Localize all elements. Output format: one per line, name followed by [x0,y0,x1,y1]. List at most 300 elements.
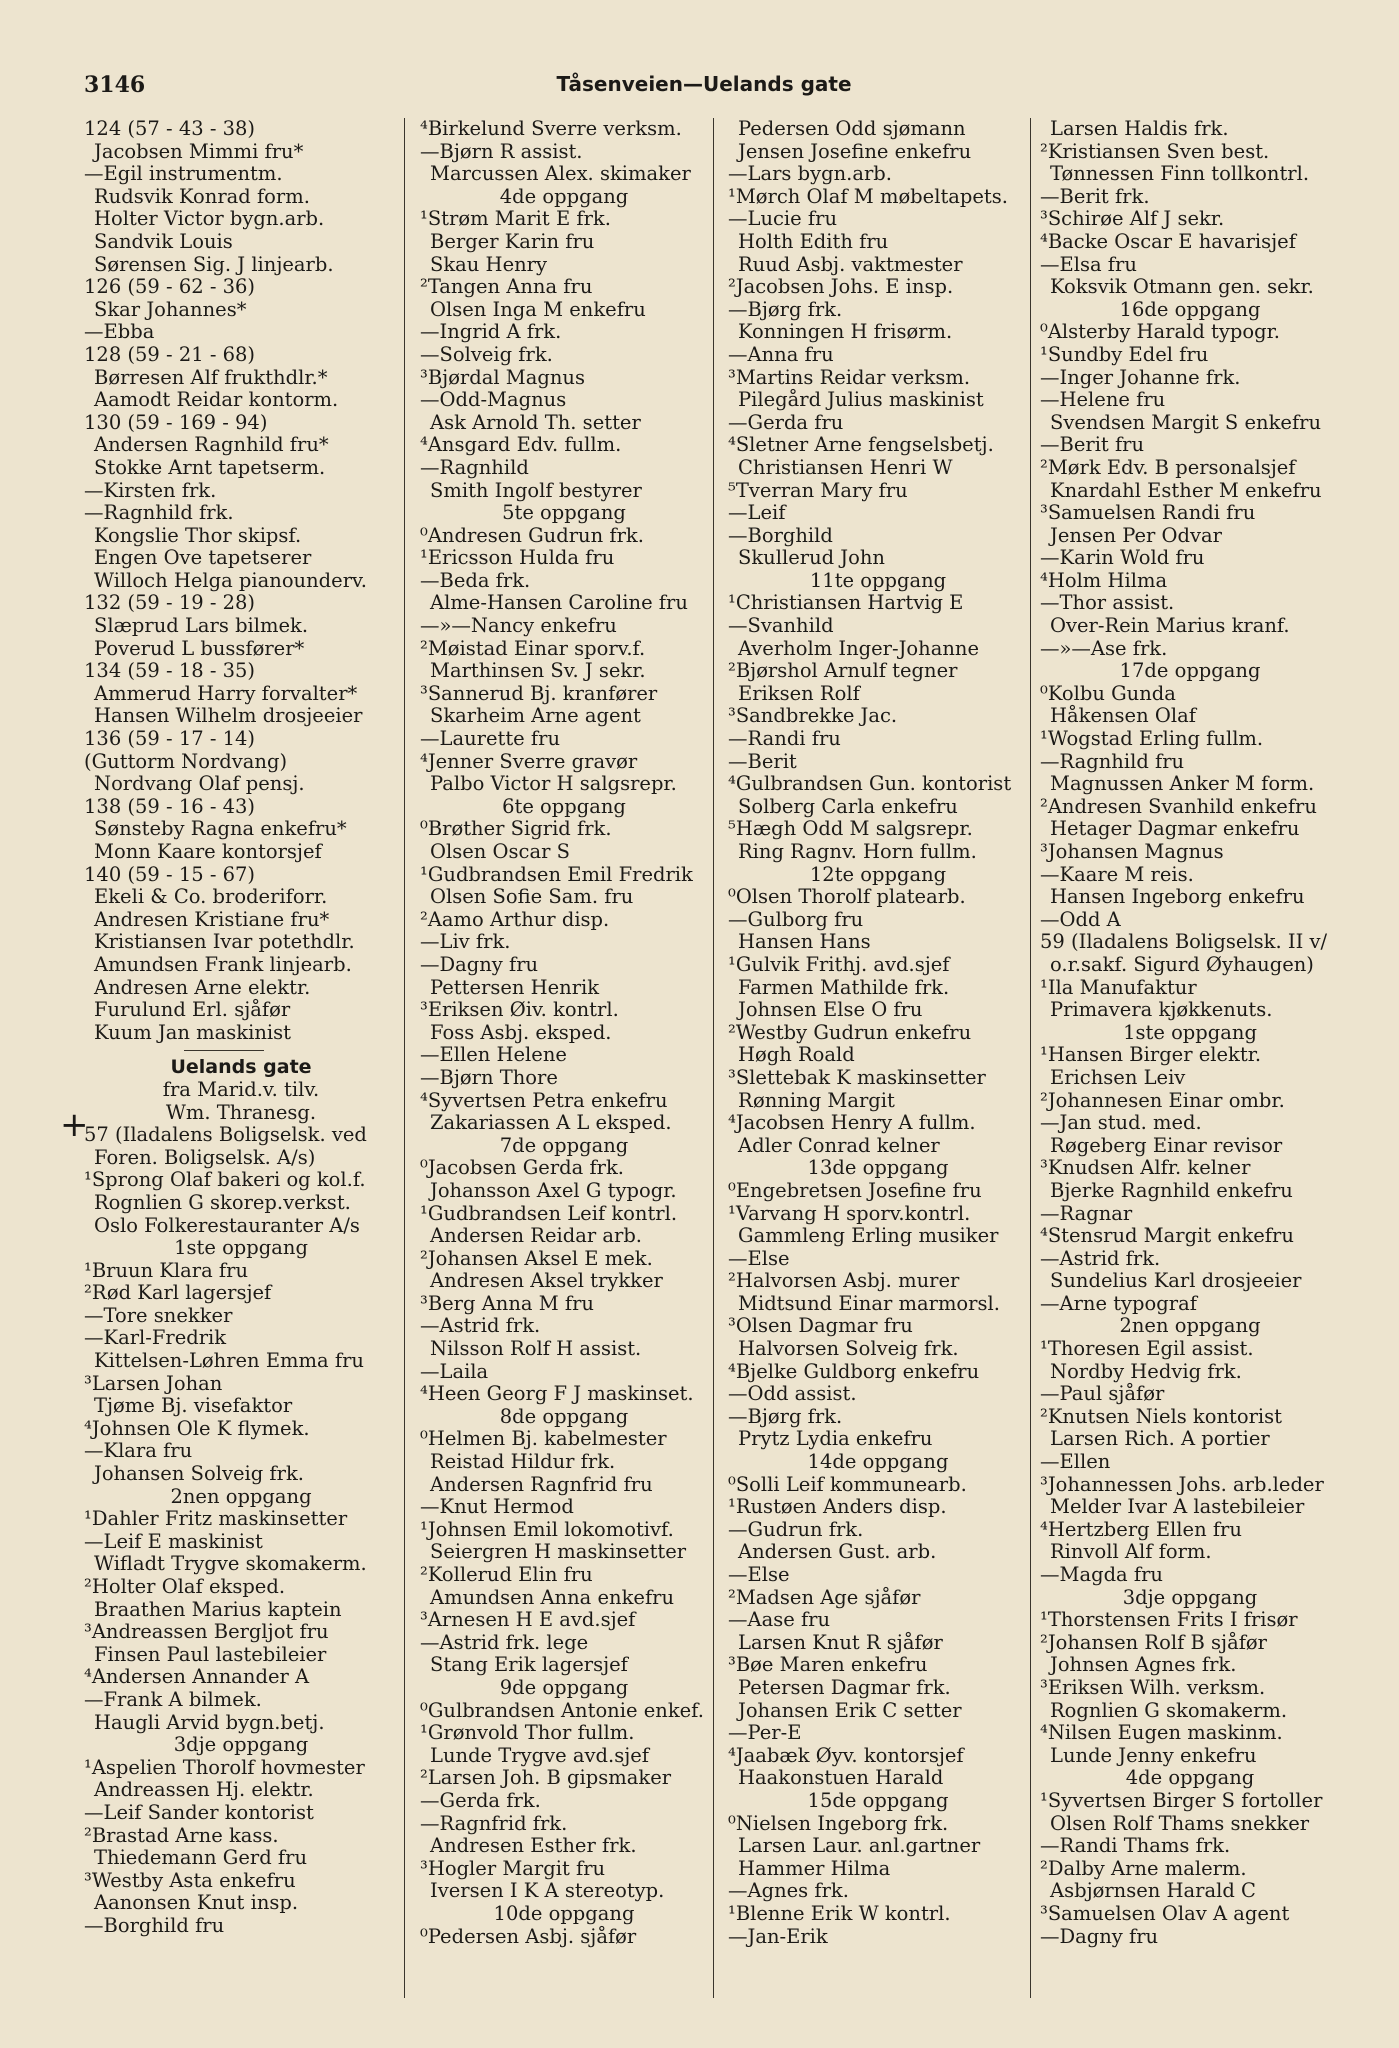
resident-entry: Johnsen Agnes frk. [1050,1653,1237,1677]
resident-entry: Bjerke Ragnhild enkefru [1050,1178,1293,1202]
resident-entry: —Paul sjåfør [1040,1382,1165,1406]
stairway-heading: 5te oppgang [502,501,626,525]
resident-entry: Johnsen Else O fru [738,998,923,1022]
resident-entry: Rønning Margit [738,1088,895,1112]
resident-entry: Johansen Erik C setter [738,1698,962,1722]
stairway-heading: 4de oppgang [499,184,629,208]
resident-entry: —Leif Sander kontorist [84,1800,314,1824]
resident-entry: —Laila [420,1359,489,1383]
resident-entry: Ring Ragnv. Horn fullm. [738,840,977,863]
resident-entry: Larsen Rich. A portier [1050,1427,1270,1451]
resident-entry: ¹Wogstad Erling fullm. [1040,727,1264,751]
resident-entry: —Berit [728,749,797,773]
resident-entry: —Ebba [84,320,155,344]
resident-entry: —Dagny fru [420,952,539,976]
resident-entry: ⁴Sletner Arne fengselsbetj. [728,433,994,457]
resident-entry: —Gerda fru [728,410,844,434]
directory-column-3 [728,118,1028,2003]
resident-entry: Primavera kjøkkenuts. [1050,998,1273,1022]
resident-entry: Hansen Wilhelm drosjeeier [94,704,363,728]
resident-entry: Poverud L bussfører* [94,636,305,660]
resident-entry: Marthinsen Sv. J sekr. [430,659,646,683]
resident-entry: ³Bjørdal Magnus [420,365,585,389]
resident-entry: Asbjørnsen Harald C [1050,1879,1256,1903]
resident-entry: Johansen Solveig frk. [94,1462,304,1486]
resident-entry: ¹Dahler Fritz maskinsetter [84,1507,348,1531]
resident-entry: ⁰Alsterby Harald typogr. [1040,320,1280,344]
resident-entry: Alme-Hansen Caroline fru [430,591,688,615]
resident-entry: Hansen Hans [738,930,871,954]
resident-entry: —Solveig frk. [420,342,553,366]
resident-entry: Holter Victor bygn.arb. [94,207,325,231]
resident-entry: Eriksen Rolf [738,681,860,705]
resident-entry: —Randi Thams frk. [1040,1834,1231,1858]
resident-entry: ⁴Gulbrandsen Gun. kontorist [728,772,1012,796]
stairway-heading: 6te oppgang [502,794,626,818]
resident-entry: —Karl-Fredrik [84,1326,227,1350]
resident-entry: Skarheim Arne agent [430,704,641,728]
resident-entry: Skullerud John [738,546,885,570]
resident-entry: ¹Sprong Olaf bakeri og kol.f. [84,1168,366,1192]
resident-entry: —Aase fru [728,1608,831,1632]
resident-entry: ²Kristiansen Sven best. [1040,139,1270,163]
resident-entry: Thiedemann Gerd fru [94,1846,308,1870]
resident-entry: Olsen Rolf Thams snekker [1050,1811,1310,1835]
resident-entry: Andersen Reidar arb. [430,1224,643,1248]
column-rule [1030,118,1031,1998]
resident-entry: ²Holter Olaf eksped. [84,1575,286,1598]
resident-entry: Hammer Hilma [738,1856,891,1880]
resident-entry: ⁴Jaabæk Øyv. kontorsjef [728,1743,964,1767]
resident-entry: Andresen Kristiane fru* [94,907,330,931]
house-number: 128 (59 - 21 - 68) [84,342,256,366]
resident-entry: ⁴Holm Hilma [1040,568,1168,592]
column-rule [404,118,405,1998]
resident-entry: ²Dalby Arne malerm. [1040,1856,1247,1880]
resident-entry: —Dagny fru [1040,1924,1159,1948]
resident-entry: Prytz Lydia enkefru [738,1427,933,1451]
resident-entry: Erichsen Leiv [1050,1065,1186,1089]
resident-entry: —»—Nancy enkefru [420,614,617,638]
resident-entry: ¹Ila Manufaktur [1040,975,1197,999]
resident-entry: ¹Thoresen Egil assist. [1040,1337,1254,1361]
resident-entry: ⁵Tverran Mary fru [728,478,908,502]
resident-entry: Aanonsen Knut insp. [94,1891,299,1915]
resident-entry: —Odd-Magnus [420,388,567,412]
resident-entry: ¹Blenne Erik W kontrl. [728,1901,951,1925]
resident-entry: Hansen Ingeborg enkefru [1050,885,1305,909]
directory-column-2 [420,118,708,2003]
resident-entry: Amundsen Anna enkefru [430,1585,675,1609]
column-rule [713,118,714,1998]
resident-entry: ³Eriksen Wilh. verksm. [1040,1675,1266,1699]
resident-entry: —Agnes frk. [728,1879,849,1903]
resident-entry: ¹Johnsen Emil lokomotivf. [420,1517,674,1541]
resident-entry: —Bjørn Thore [420,1065,558,1089]
street-heading: Uelands gate [170,1056,312,1079]
stairway-heading: 1ste oppgang [1123,1020,1257,1044]
resident-entry: Knardahl Esther M enkefru [1050,478,1322,502]
resident-entry: Andresen Esther frk. [430,1834,637,1858]
resident-entry: Andersen Gust. arb. [738,1540,937,1564]
resident-entry: —Elsa fru [1040,252,1137,276]
resident-entry: ¹Gudbrandsen Leif kontrl. [420,1201,678,1225]
house-number: 130 (59 - 169 - 94) [84,410,268,434]
resident-entry: ³Hogler Margit fru [420,1856,606,1880]
resident-entry: ⁴Ansgard Edv. fullm. [420,433,622,457]
resident-entry: —Leif [728,501,786,525]
resident-entry: Reistad Hildur frk. [430,1450,616,1474]
resident-entry: Nordvang Olaf pensj. [94,772,305,796]
resident-entry: —Bjørg frk. [728,1404,843,1428]
house-number: 126 (59 - 62 - 36) [84,275,256,299]
resident-entry: —Ragnfrid frk. [420,1811,568,1835]
stairway-heading: 2nen oppgang [170,1484,312,1508]
resident-entry: —Kaare M reis. [1040,862,1194,886]
resident-entry: Pettersen Henrik [430,975,600,999]
resident-entry: ¹Hansen Birger elektr. [1040,1043,1262,1067]
resident-entry: ⁴Johnsen Ole K flymek. [84,1416,310,1440]
resident-entry: ⁰Pedersen Asbj. sjåfør [420,1924,637,1948]
resident-entry: —Borghild fru [84,1913,225,1937]
resident-entry: ²Knutsen Niels kontorist [1040,1404,1283,1428]
resident-entry: —Kirsten frk. [84,478,217,502]
resident-entry: ⁴Bjelke Guldborg enkefru [728,1359,980,1383]
resident-entry: ³Bøe Maren enkefru [728,1653,928,1677]
resident-entry: ⁰Solli Leif kommunearb. [728,1472,967,1496]
resident-entry: —Frank A bilmek. [84,1687,262,1711]
resident-entry: Andersen Ragnfrid fru [430,1472,653,1496]
resident-entry: Kongslie Thor skipsf. [94,523,302,547]
resident-entry: —Liv frk. [420,930,511,954]
house-number: 57 (Iladalens Boligselsk. ved [84,1123,367,1147]
resident-entry: ⁴Heen Georg F J maskinset. [420,1382,694,1406]
resident-entry: —Lucie fru [728,207,838,231]
resident-entry: —Ragnhild frk. [84,501,234,525]
resident-entry: ⁰Engebretsen Josefine fru [728,1178,982,1202]
resident-entry: —Anna fru [728,342,834,366]
resident-entry: Sønsteby Ragna enkefru* [94,817,347,841]
stairway-heading: 7de oppgang [499,1133,629,1157]
stairway-heading: 12te oppgang [809,862,947,886]
resident-entry: ³Martins Reidar verksm. [728,365,971,389]
resident-entry: ¹Bruun Klara fru [84,1258,249,1282]
resident-entry: Haugli Arvid bygn.betj. [94,1710,325,1734]
resident-entry: —Bjørn R assist. [420,139,583,163]
resident-entry: ²Brastad Arne kass. [84,1823,279,1847]
resident-entry: —Ragnhild [420,455,529,479]
resident-entry: —Ellen [1040,1450,1111,1474]
resident-entry: Nilsson Rolf H assist. [430,1337,642,1361]
resident-entry: ³Samuelsen Olav A agent [1040,1901,1290,1925]
resident-entry: Halvorsen Solveig frk. [738,1337,959,1361]
resident-entry: ⁰Helmen Bj. kabelmester [420,1427,667,1451]
resident-entry: —Tore snekker [84,1303,233,1327]
resident-entry: ²Andresen Svanhild enkefru [1040,794,1317,818]
resident-entry: ³Westby Asta enkefru [84,1868,296,1892]
stairway-heading: 8de oppgang [499,1404,629,1428]
resident-entry: ³Johansen Magnus [1040,840,1224,863]
resident-entry: Håkensen Olaf [1050,704,1196,728]
resident-entry: Nordby Hedvig frk. [1050,1359,1242,1383]
resident-entry: Monn Kaare kontorsjef [94,840,322,863]
resident-entry: ³Larsen Johan [84,1371,223,1395]
resident-entry: ⁰Kolbu Gunda [1040,681,1176,705]
resident-entry: —Berit fru [1040,433,1145,457]
resident-entry: ⁰Andresen Gudrun frk. [420,523,644,547]
stairway-heading: 16de oppgang [1119,297,1261,321]
resident-entry: —Ingrid A frk. [420,320,562,344]
resident-entry: —Thor assist. [1040,591,1175,615]
resident-entry: —Ragnhild fru [1040,749,1185,773]
resident-entry: ¹Strøm Marit E frk. [420,207,611,231]
resident-entry: ³Samuelsen Randi fru [1040,501,1256,525]
resident-entry: —Arne typograf [1040,1291,1197,1315]
resident-entry: Slæprud Lars bilmek. [94,614,309,638]
resident-entry: ⁵Hægh Odd M salgsrepr. [728,817,973,841]
resident-entry: Andreassen Hj. elektr. [94,1778,314,1802]
resident-entry: ³Olsen Dagmar fru [728,1314,913,1338]
resident-entry: Høgh Roald [738,1043,855,1067]
resident-entry: Pedersen Odd sjømann [738,118,966,140]
resident-entry: ²Kollerud Elin fru [420,1563,593,1586]
resident-entry: ⁴Jenner Sverre gravør [420,749,638,773]
resident-entry: Haakonstuen Harald [738,1766,944,1790]
resident-entry: —Gerda frk. [420,1788,541,1812]
stairway-heading: 11te oppgang [809,568,947,592]
resident-entry: Olsen Inga M enkefru [430,297,646,321]
resident-entry: ¹Christiansen Hartvig E [728,591,964,615]
resident-entry: Marcussen Alex. skimaker [430,162,691,186]
resident-entry: ²Johansen Rolf B sjåfør [1040,1630,1267,1654]
resident-entry: Sandvik Louis [94,229,233,253]
resident-entry: —Astrid frk. [420,1314,541,1338]
resident-entry: (Guttorm Nordvang) [84,749,288,773]
resident-entry: ²Møistad Einar sporv.f. [420,636,646,660]
resident-entry: ³Sandbrekke Jac. [728,704,898,728]
resident-entry: Larsen Knut R sjåfør [738,1630,943,1654]
resident-entry: Farmen Mathilde frk. [738,975,950,999]
resident-entry: Foren. Boligselsk. A/s) [94,1145,316,1169]
resident-entry: Olsen Sofie Sam. fru [430,885,634,909]
resident-entry: ²Larsen Joh. B gipsmaker [420,1766,672,1790]
resident-entry: Berger Karin fru [430,229,595,253]
resident-entry: ⁰Jacobsen Gerda frk. [420,1156,625,1180]
resident-entry: Sundelius Karl drosjeeier [1050,1269,1302,1293]
section-divider [84,1044,398,1056]
resident-entry: ³Eriksen Øiv. kontrl. [420,998,619,1022]
resident-entry: Konningen H frisørm. [738,320,953,344]
resident-entry: Seiergren H maskinsetter [430,1540,687,1564]
resident-entry: Finsen Paul lastebileier [94,1642,327,1666]
resident-entry: Rudsvik Konrad form. [94,184,310,208]
resident-entry: ¹Rustøen Anders disp. [728,1495,947,1519]
resident-entry: Stang Erik lagersjef [430,1653,628,1677]
resident-entry: ²Bjørshol Arnulf tegner [728,659,958,683]
resident-entry: —Odd A [1040,907,1121,931]
resident-entry: Adler Conrad kelner [738,1133,940,1157]
stairway-heading: 10de oppgang [493,1901,635,1925]
directory-column-4 [1040,118,1340,2003]
resident-entry: ³Andreassen Bergljot fru [84,1620,329,1644]
resident-entry: Zakariassen A L eksped. [430,1111,672,1135]
resident-entry: Willoch Helga pianounderv. [94,568,367,592]
resident-entry: —Odd assist. [728,1382,857,1406]
resident-entry: —Else [728,1563,790,1586]
resident-entry: Andresen Aksel trykker [430,1269,663,1293]
resident-entry: Iversen I K A stereotyp. [430,1879,665,1903]
resident-entry: Smith Ingolf bestyrer [430,478,642,502]
resident-entry: Tønnessen Finn tollkontrl. [1050,162,1310,186]
resident-entry: —Magda fru [1040,1563,1163,1586]
resident-entry: ³Arnesen H E avd.sjef [420,1608,636,1632]
resident-entry: ²Rød Karl lagersjef [84,1281,272,1305]
resident-entry: Skau Henry [430,252,547,276]
resident-entry: —Jan stud. med. [1040,1111,1202,1135]
stairway-heading: 14de oppgang [807,1450,949,1474]
resident-entry: Ammerud Harry forvalter* [94,681,358,705]
resident-entry: —Gudrun frk. [728,1517,864,1541]
resident-entry: ⁰Gulbrandsen Antonie enkef. [420,1698,704,1722]
resident-entry: Koksvik Otmann gen. sekr. [1050,275,1314,299]
resident-entry: Aamodt Reidar kontorm. [94,388,339,412]
resident-entry: ⁴Hertzberg Ellen fru [1040,1517,1242,1541]
resident-entry: Lunde Jenny enkefru [1050,1743,1257,1767]
resident-entry: —Laurette fru [420,727,561,751]
resident-entry: ⁴Nilsen Eugen maskinm. [1040,1721,1283,1745]
resident-entry: ²Aamo Arthur disp. [420,907,610,931]
resident-entry: ²Jacobsen Johs. E insp. [728,275,954,299]
resident-entry: ³Sannerud Bj. kranfører [420,681,658,705]
resident-entry: Holth Edith fru [738,229,889,253]
page-header [84,72,1324,106]
resident-entry: Jensen Josefine enkefru [738,139,972,163]
resident-entry: —Astrid frk. [1040,1246,1161,1270]
resident-entry: —Ragnar [1040,1201,1133,1225]
resident-entry: ²Madsen Age sjåfør [728,1585,921,1609]
resident-entry: Wifladt Trygve skomakerm. [94,1552,367,1576]
resident-entry: —Randi fru [728,727,841,751]
resident-entry: —Knut Hermod [420,1495,574,1519]
resident-entry: ²Halvorsen Asbj. murer [728,1269,960,1293]
resident-entry: Palbo Victor H salgsrepr. [430,772,677,796]
resident-entry: Sørensen Sig. J linjearb. [94,252,334,276]
resident-entry: Lunde Trygve avd.sjef [430,1743,650,1767]
resident-entry: —Else [728,1246,790,1270]
street-extent: Wm. Thranesg. [165,1100,317,1124]
resident-entry: Jacobsen Mimmi fru* [94,139,304,163]
resident-entry: ¹Ericsson Hulda fru [420,546,615,570]
resident-entry: ¹Varvang H sporv.kontrl. [728,1201,971,1225]
resident-entry: Ask Arnold Th. setter [430,410,641,434]
resident-entry: ¹Gudbrandsen Emil Fredrik [420,862,693,886]
resident-entry: ²Mørk Edv. B personalsjef [1040,455,1296,479]
house-number: 124 (57 - 43 - 38) [84,118,256,140]
resident-entry: ⁴Jacobsen Henry A fullm. [728,1111,976,1135]
resident-entry: ⁴Birkelund Sverre verksm. [420,118,682,140]
resident-entry: o.r.sakf. Sigurd Øyhaugen) [1050,952,1314,976]
resident-entry: Kuum Jan maskinist [94,1020,291,1044]
house-number: 134 (59 - 18 - 35) [84,659,256,683]
resident-entry: —Astrid frk. lege [420,1630,589,1654]
resident-entry: —Per-E [728,1721,802,1745]
resident-entry: Braathen Marius kaptein [94,1597,342,1621]
resident-entry: Larsen Haldis frk. [1050,118,1229,140]
house-number: 136 (59 - 17 - 14) [84,727,256,751]
resident-entry: Rognlien G skorep.verkst. [94,1190,351,1214]
resident-entry: ¹Sundby Edel fru [1040,342,1209,366]
resident-entry: ¹Syvertsen Birger S fortoller [1040,1788,1323,1812]
resident-entry: ²Johannesen Einar ombr. [1040,1088,1285,1112]
resident-entry: Furulund Erl. sjåfør [94,998,291,1022]
resident-entry: Petersen Dagmar frk. [738,1675,951,1699]
stairway-heading: 1ste oppgang [174,1236,308,1260]
stairway-heading: 3dje oppgang [1122,1585,1258,1609]
resident-entry: Kittelsen-Løhren Emma fru [94,1349,364,1373]
resident-entry: Stokke Arnt tapetserm. [94,455,326,479]
resident-entry: Tjøme Bj. visefaktor [94,1394,293,1418]
resident-entry: —Ellen Helene [420,1043,567,1067]
page-number: 3146 [84,72,146,98]
resident-entry: ³Berg Anna M fru [420,1291,594,1315]
house-number: 59 (Iladalens Boligselsk. II v/ [1040,930,1328,954]
resident-entry: ²Westby Gudrun enkefru [728,1020,972,1044]
resident-entry: Andresen Arne elektr. [94,975,311,999]
resident-entry: ³Schirøe Alf J sekr. [1040,207,1225,231]
resident-entry: ¹Grønvold Thor fullm. [420,1721,635,1745]
resident-entry: Pilegård Julius maskinist [738,388,984,412]
house-number: 138 (59 - 16 - 43) [84,794,256,818]
resident-entry: Jensen Per Odvar [1050,523,1222,547]
resident-entry: Midtsund Einar marmorsl. [738,1291,1000,1315]
resident-entry: ¹Gulvik Frithj. avd.sjef [728,952,950,976]
resident-entry: —Lars bygn.arb. [728,162,892,186]
resident-entry: ⁴Stensrud Margit enkefru [1040,1224,1294,1248]
resident-entry: Ruud Asbj. vaktmester [738,252,963,276]
resident-entry: ²Johansen Aksel E mek. [420,1246,653,1270]
resident-entry: ¹Aspelien Thorolf hovmester [84,1755,365,1779]
house-number: 132 (59 - 19 - 28) [84,591,256,615]
resident-entry: —Helene fru [1040,388,1166,412]
resident-entry: —Klara fru [84,1439,193,1463]
resident-entry: Larsen Laur. anl.gartner [738,1834,981,1858]
resident-entry: ⁰Olsen Thorolf platearb. [728,885,966,909]
resident-entry: ³Slettebak K maskinsetter [728,1065,986,1089]
resident-entry: ⁴Andersen Annander A [84,1665,310,1689]
running-title: Tåsenveien—Uelands gate [556,72,852,96]
resident-entry: —Gulborg fru [728,907,864,931]
resident-entry: ³Knudsen Alfr. kelner [1040,1156,1251,1180]
stairway-heading: 9de oppgang [499,1675,629,1699]
resident-entry: ²Tangen Anna fru [420,275,593,299]
resident-entry: —Egil instrumentm. [84,162,283,186]
resident-entry: Hetager Dagmar enkefru [1050,817,1300,841]
street-extent: fra Marid.v. tilv. [162,1077,320,1101]
resident-entry: —Borghild [728,523,833,547]
resident-entry: Røgeberg Einar revisor [1050,1133,1283,1157]
resident-entry: ⁰Brøther Sigrid frk. [420,817,612,841]
resident-entry: Børresen Alf frukthdlr.* [94,365,328,389]
resident-entry: Johansson Axel G typogr. [430,1178,677,1202]
resident-entry: —Beda frk. [420,568,531,592]
resident-entry: Engen Ove tapetserer [94,546,312,570]
stairway-heading: 3dje oppgang [173,1733,309,1757]
resident-entry: Rinvoll Alf form. [1050,1540,1212,1564]
resident-entry: Svendsen Margit S enkefru [1050,410,1322,434]
resident-entry: Solberg Carla enkefru [738,794,958,818]
resident-entry: Over-Rein Marius kranf. [1050,614,1290,638]
stairway-heading: 2nen oppgang [1119,1314,1261,1338]
